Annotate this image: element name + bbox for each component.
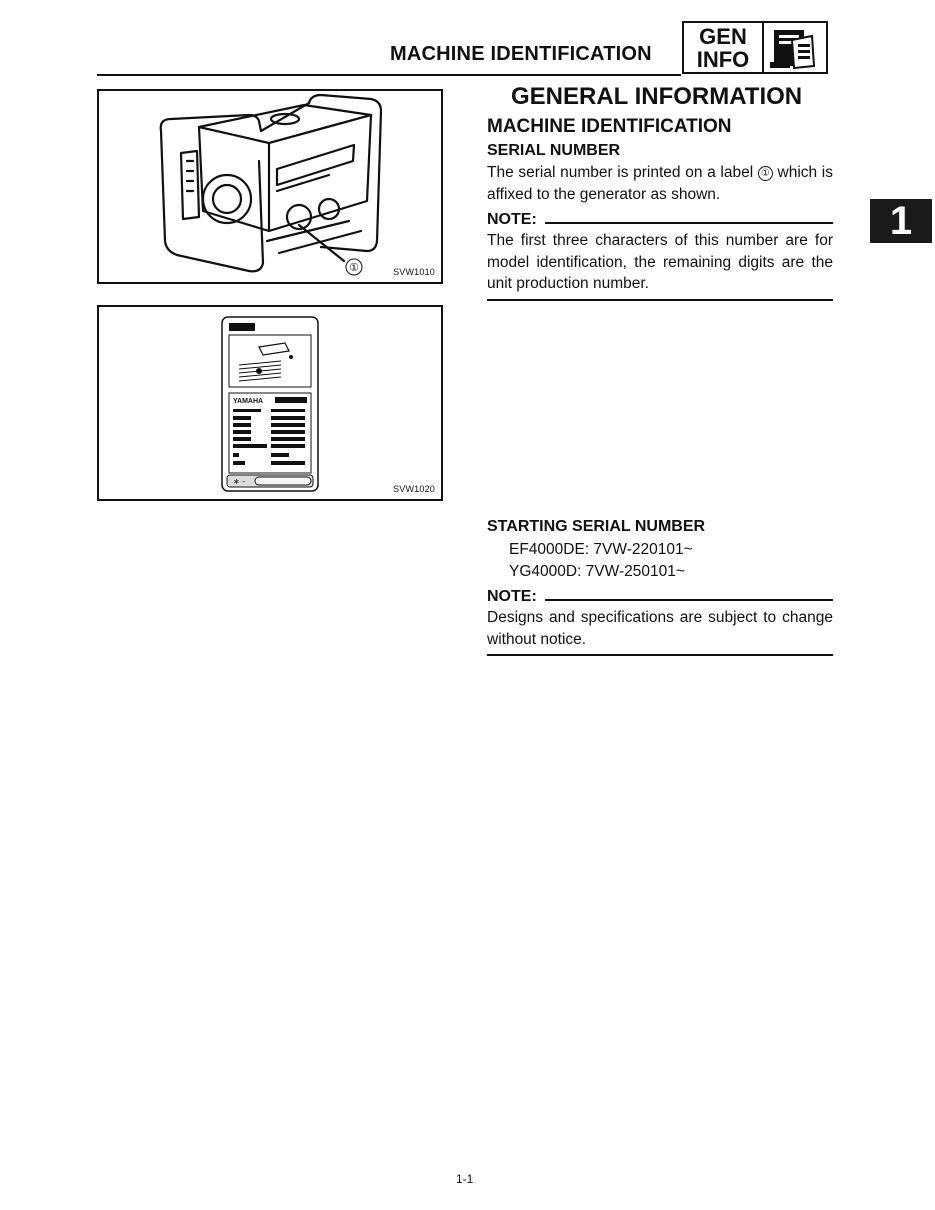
note-label: NOTE: bbox=[487, 211, 537, 228]
serial-paragraph bbox=[487, 162, 833, 205]
figure-callout: ① bbox=[349, 262, 359, 274]
main-heading: GENERAL INFORMATION bbox=[511, 83, 803, 110]
starting-line-yg4000d: YG4000D: 7VW-250101~ bbox=[509, 562, 685, 580]
figure-code: SVW1010 bbox=[393, 267, 435, 277]
serial-heading: SERIAL NUMBER bbox=[487, 142, 621, 159]
badge-line2: INFO bbox=[696, 46, 750, 72]
note-end-rule bbox=[487, 299, 833, 301]
figure-code: SVW1020 bbox=[393, 484, 435, 494]
note-header bbox=[487, 211, 833, 229]
label-symbol: ∗ - bbox=[233, 477, 246, 486]
figure-generator bbox=[97, 89, 443, 284]
badge-line1: GEN bbox=[699, 23, 747, 49]
note-rule bbox=[545, 222, 833, 224]
note2-label: NOTE: bbox=[487, 588, 537, 605]
serial-label-illustration bbox=[99, 307, 441, 499]
section-badge bbox=[682, 21, 828, 74]
header-title: MACHINE IDENTIFICATION bbox=[390, 43, 652, 65]
note2-text: Designs and specifications are subject to change without notice. bbox=[487, 609, 833, 648]
serial-text-2: which is affixed to the generator as shown. bbox=[487, 164, 833, 203]
section-heading: MACHINE IDENTIFICATION bbox=[487, 116, 732, 137]
serial-number-section bbox=[487, 142, 833, 301]
note2-rule bbox=[545, 599, 833, 601]
note2-header bbox=[487, 588, 833, 606]
header-rule bbox=[97, 74, 681, 76]
serial-text: The serial number is printed on a label bbox=[487, 164, 754, 181]
label-brand: YAMAHA bbox=[233, 398, 264, 405]
serial-callout: ① bbox=[758, 166, 773, 181]
figure-serial-label bbox=[97, 305, 443, 501]
badge-text bbox=[684, 23, 764, 72]
starting-serial-section bbox=[487, 518, 833, 656]
generator-illustration bbox=[99, 91, 441, 282]
manual-book-icon bbox=[764, 23, 826, 72]
note2-end-rule bbox=[487, 654, 833, 656]
starting-line-ef4000de: EF4000DE: 7VW-220101~ bbox=[509, 541, 693, 558]
note-text: The first three characters of this number are for model identification, the remaining digits are the unit production number. bbox=[487, 232, 833, 292]
page-number: 1-1 bbox=[456, 1172, 474, 1186]
chapter-tab: 1 bbox=[870, 199, 932, 243]
starting-heading: STARTING SERIAL NUMBER bbox=[487, 518, 706, 535]
